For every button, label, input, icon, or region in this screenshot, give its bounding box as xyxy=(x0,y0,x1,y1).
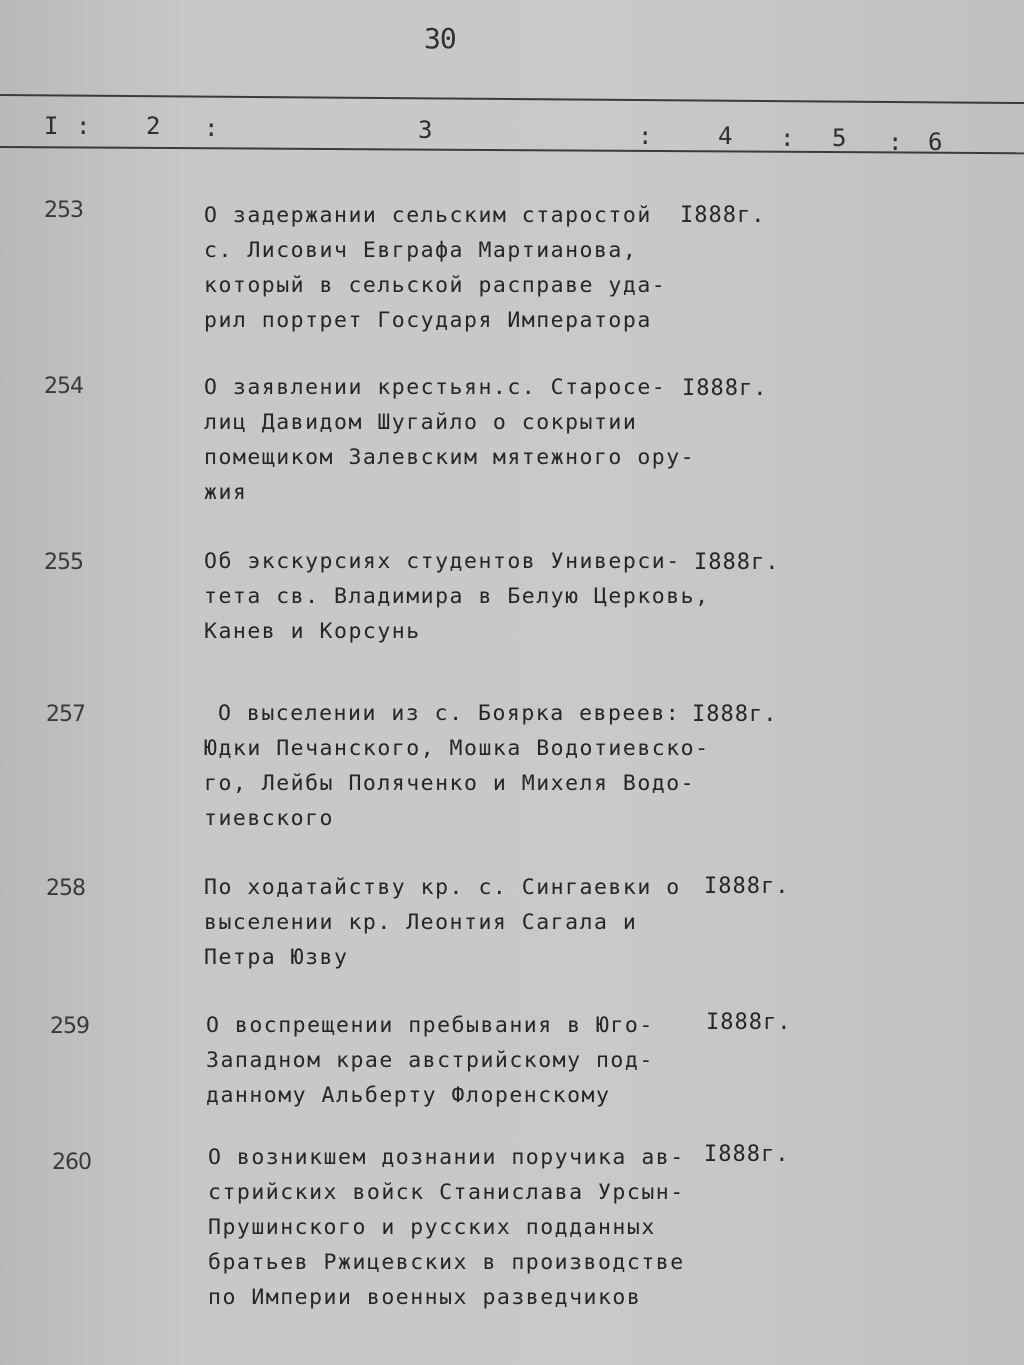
description-line: го, Лейбы Поляченко и Михеля Водо- xyxy=(204,771,696,796)
entry-number: 260 xyxy=(52,1150,91,1175)
entry-number: 257 xyxy=(46,702,85,727)
description-line: О задержании сельским старостой xyxy=(204,203,652,228)
column-5-header: 5 xyxy=(832,124,847,152)
description-line: выселении кр. Леонтия Сагала и xyxy=(204,910,638,935)
description-line: По ходатайству кр. с. Сингаевки о xyxy=(204,875,681,900)
entry-description xyxy=(204,544,710,649)
description-line: по Империи военных разведчиков xyxy=(208,1285,642,1310)
column-2-header: 2 xyxy=(146,112,161,140)
entry-number: 258 xyxy=(46,876,85,901)
description-line: О выселении из с. Боярка евреев: xyxy=(218,701,681,726)
entry-year: I888г. xyxy=(704,874,790,899)
description-line: О возникшем дознании поручика ав- xyxy=(208,1145,685,1170)
column-separator: : xyxy=(76,112,91,140)
description-line: с. Лисович Евграфа Мартианова, xyxy=(204,238,638,263)
column-6-header: 6 xyxy=(928,128,943,156)
column-4-header: 4 xyxy=(718,122,733,150)
entry-description xyxy=(204,696,710,836)
description-line: Прушинского и русских подданных xyxy=(208,1215,656,1240)
page-number: 30 xyxy=(424,22,456,55)
description-line: Западном крае австрийскому под- xyxy=(206,1048,654,1073)
description-line: Канев и Корсунь xyxy=(204,619,421,644)
entry-number: 254 xyxy=(44,374,83,399)
description-line: стрийских войск Станислава Урсын- xyxy=(208,1180,685,1205)
description-line: тета св. Владимира в Белую Церковь, xyxy=(204,584,710,609)
entry-description xyxy=(208,1140,698,1315)
column-separator: : xyxy=(780,124,795,152)
description-line: братьев Ржицевских в производстве xyxy=(208,1250,685,1275)
description-line: помещиком Залевским мятежного ору- xyxy=(204,445,696,470)
description-line: тиевского xyxy=(204,806,334,831)
entry-year: I888г. xyxy=(706,1010,792,1035)
description-line: О заявлении крестьян.с. Старосе- xyxy=(204,375,667,400)
description-line: данному Альберту Флоренскому xyxy=(206,1083,611,1108)
description-line: Юдки Печанского, Мошка Водотиевско- xyxy=(204,736,710,761)
header-rule-bottom xyxy=(0,146,1024,154)
entry-year: I888г. xyxy=(680,203,766,228)
description-line: Петра Юзву xyxy=(204,945,349,970)
description-line: Об экскурсиях студентов Универси- xyxy=(204,549,681,574)
column-separator: : xyxy=(888,128,903,156)
column-3-header: 3 xyxy=(418,116,433,144)
column-separator: : xyxy=(204,114,219,142)
entry-year: I888г. xyxy=(692,702,778,727)
header-rule-top xyxy=(0,94,1024,104)
entry-description xyxy=(204,198,694,338)
entry-year: I888г. xyxy=(694,550,780,575)
description-line: О воспрещении пребывания в Юго- xyxy=(206,1013,654,1038)
description-line: лиц Давидом Шугайло о сокрытии xyxy=(204,410,638,435)
entry-description xyxy=(204,870,694,975)
entry-number: 255 xyxy=(44,550,83,575)
entry-number: 253 xyxy=(44,198,83,223)
entry-year: I888г. xyxy=(682,376,768,401)
entry-description xyxy=(204,370,694,510)
column-separator: : xyxy=(638,122,653,150)
entry-year: I888г. xyxy=(704,1142,790,1167)
description-line: который в сельской расправе уда- xyxy=(204,273,667,298)
column-1-header: I xyxy=(44,112,59,140)
entry-description xyxy=(206,1008,696,1113)
description-line: жия xyxy=(204,480,248,505)
description-line: рил портрет Государя Императора xyxy=(204,308,652,333)
entry-number: 259 xyxy=(50,1014,89,1039)
